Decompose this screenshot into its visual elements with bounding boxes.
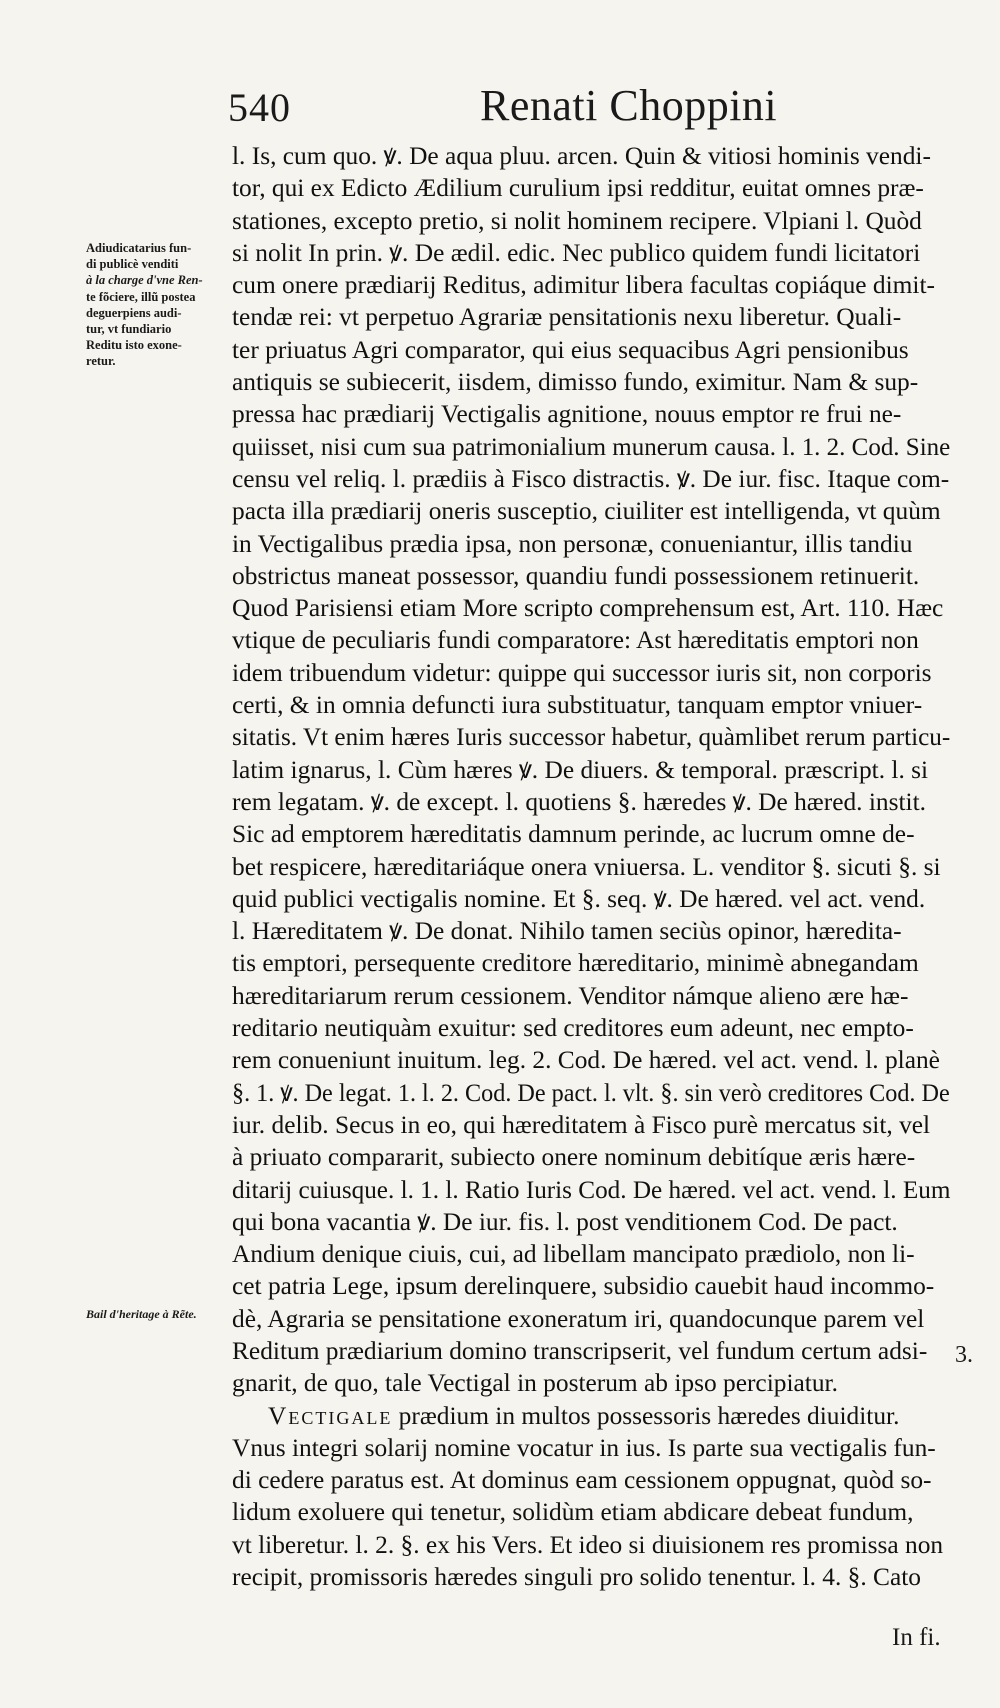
text-line: si nolit In prin. ꝟ. De ædil. edic. Nec publico quidem fundi licitatori	[232, 238, 921, 267]
text-line: lidum exoluere qui tenetur, solidùm etiam abdicare debeat fundum,	[232, 1498, 914, 1527]
text-line: quiisset, nisi cum sua patrimonialium munerum causa. l. 1. 2. Cod. Sine	[232, 432, 951, 461]
section-3-first-line	[232, 1400, 950, 1432]
marginal-note-bail-heritage: Bail d'heritage à Rẽte.	[86, 1307, 197, 1321]
section-lead-word: Vectigale	[268, 1401, 393, 1430]
text-line: dè, Agraria se pensitatione exoneratum iri, quandocunque parem vel	[232, 1304, 925, 1333]
text-line: vtique de peculiaris fundi comparatore: Ast hæreditatis emptori non	[232, 626, 919, 655]
text-line: l. Is, cum quo. ꝟ. De aqua pluu. arcen. Quin & vitiosi hominis vendi-	[232, 142, 931, 170]
text-line: Quod Parisiensi etiam More scripto comprehensum est, Art. 110. Hæc	[232, 594, 944, 623]
text-line: Sic ad emptorem hæreditatis damnum perinde, ac lucrum omne de-	[232, 820, 915, 849]
text-line: antiquis se subiecerit, iisdem, dimisso fundo, eximitur. Nam & sup-	[232, 368, 919, 397]
marginal-line: te fõciere, illũ postea	[86, 289, 196, 304]
running-title: Renati Choppini	[480, 81, 778, 130]
text-line: idem tribuendum videtur: quippe qui successor iuris sit, non corporis	[232, 658, 932, 687]
text-line: gnarit, de quo, tale Vectigal in posterum ab ipso percipiatur.	[232, 1369, 838, 1398]
text-line: Andium denique ciuis, cui, ad libellam mancipato prædiolo, non li-	[232, 1240, 915, 1269]
text-line: hæreditariarum rerum cessionem. Venditor námque alieno ære hæ-	[232, 981, 909, 1010]
text-line: quid publici vectigalis nomine. Et §. seq. ꝟ. De hæred. vel act. vend.	[232, 884, 926, 913]
page-number: 540	[228, 85, 291, 130]
marginal-line: tur, vt fundiario	[86, 321, 172, 336]
marginal-line: Reditu isto exone-	[86, 338, 182, 353]
marginal-line: di publicè venditi	[86, 257, 179, 272]
text-line: certi, & in omnia defuncti iura substituatur, tanquam emptor vniuer-	[232, 691, 923, 720]
text-line: l. Hæreditatem ꝟ. De donat. Nihilo tamen seciùs opinor, hæredita-	[232, 917, 902, 946]
text-line: qui bona vacantia ꝟ. De iur. fis. l. post venditionem Cod. De pact.	[232, 1207, 898, 1236]
text-line: latim ignarus, l. Cùm hæres ꝟ. De diuers. & temporal. præscript. l. si	[232, 755, 929, 784]
main-text-block	[232, 140, 950, 1593]
text-line: rem conueniunt inuitum. leg. 2. Cod. De hæred. vel act. vend. l. planè	[232, 1046, 940, 1075]
text-line: iur. delib. Secus in eo, qui hæreditatem à Fisco purè mercatus sit, vel	[232, 1110, 931, 1139]
text-line: pacta illa prædiarij oneris susceptio, ciuiliter est intelligenda, vt quùm	[232, 497, 941, 526]
text-line: Vnus integri solarij nomine vocatur in ius. Is parte sua vectigalis fun-	[232, 1433, 936, 1462]
text-line: cet patria Lege, ipsum derelinquere, subsidio cauebit haud incommo-	[232, 1272, 935, 1301]
text-line: tis emptori, persequente creditore hæreditario, minimè abnegandam	[232, 949, 919, 978]
text-line: ditarij cuiusque. l. 1. l. Ratio Iuris Cod. De hæred. vel act. vend. l. Eum	[232, 1175, 951, 1204]
text-line: sitatis. Vt enim hæres Iuris successor habetur, quàmlibet rerum particu-	[232, 723, 951, 752]
text-line: tor, qui ex Edicto Ædilium curulium ipsi redditur, euitat omnes præ-	[232, 174, 924, 203]
text-line: pressa hac prædiarij Vectigalis agnitione, nouus emptor re frui ne-	[232, 400, 902, 429]
marginal-line: Adiudicatarius fun-	[86, 241, 192, 255]
catchword: In fi.	[892, 1624, 941, 1651]
text-line: in Vectigalibus prædia ipsa, non personæ, conueniantur, illis tandiu	[232, 529, 913, 558]
section-number: 3.	[955, 1342, 973, 1368]
text-line: censu vel reliq. l. prædiis à Fisco distractis. ꝟ. De iur. fisc. Itaque com-	[232, 464, 950, 493]
text-line: di cedere paratus est. At dominus eam cessionem oppugnat, quòd so-	[232, 1466, 932, 1495]
text-line: rem legatam. ꝟ. de except. l. quotiens §. hæredes ꝟ. De hæred. instit.	[232, 787, 926, 816]
text-line: stationes, excepto pretio, si nolit hominem recipere. Vlpiani l. Quòd	[232, 206, 922, 235]
text-line: tendæ rei: vt perpetuo Agrariæ pensitationis nexu liberetur. Quali-	[232, 303, 902, 332]
text-line: à priuato compararit, subiecto onere nominum debitíque æris hære-	[232, 1143, 916, 1172]
marginal-line: retur.	[86, 354, 116, 369]
marginal-line: deguerpiens audi-	[86, 305, 182, 320]
text-line: ter priuatus Agri comparator, qui eius sequacibus Agri pensionibus	[232, 335, 909, 364]
text-line: recipit, promissoris hæredes singuli pro solido tenentur. l. 4. §. Cato	[232, 1563, 922, 1592]
text-line: obstrictus maneat possessor, quandiu fundi possessionem retinuerit.	[232, 561, 920, 590]
section-line-rest: prædium in multos possessoris hæredes diuiditur.	[392, 1401, 900, 1430]
marginal-note-adiudicatarius	[86, 240, 226, 370]
text-line: reditario neutiquàm exuitur: sed creditores eum adeunt, nec empto-	[232, 1014, 914, 1043]
text-line: §. 1. ꝟ. De legat. 1. l. 2. Cod. De pact. l. vlt. §. sin verò creditores Cod. De	[232, 1078, 950, 1107]
text-line: vt liberetur. l. 2. §. ex his Vers. Et ideo si diuisionem res promissa non	[232, 1530, 944, 1559]
marginal-line: à la charge d'vne Ren-	[86, 273, 203, 288]
text-line: cum onere prædiarij Reditus, adimitur libera facultas copiáque dimit-	[232, 271, 935, 300]
text-line: Reditum prædiarium domino transcripserit, vel fundum certum adsi-	[232, 1336, 928, 1365]
text-line: bet respicere, hæreditariáque onera vniuersa. L. venditor §. sicuti §. si	[232, 852, 941, 881]
